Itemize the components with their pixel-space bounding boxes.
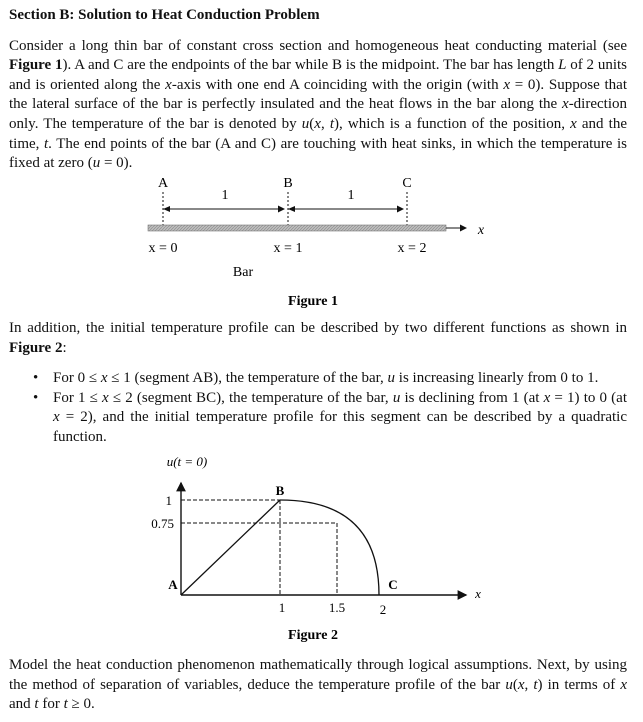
fig1-segment-bc-length: 1	[347, 188, 355, 203]
fig1-label-c: C	[402, 176, 412, 191]
fig1-segment-ab-length: 1	[221, 188, 229, 203]
section-heading: Section B: Solution to Heat Conduction Problem	[9, 7, 320, 23]
fig2-ytick-075: 0.75	[151, 516, 174, 531]
bullet-segment-bc: • For 1 ≤ x ≤ 2 (segment BC), the temperature of the bar, u is declining from 1 (at x = 1) to 0 (at x = 2), and the initial temperature profile for this segment can be described by a quadratic function.	[33, 389, 627, 445]
fig2-ytick-1: 1	[165, 493, 172, 508]
fig1-axis-x-label: x	[477, 223, 485, 238]
intro-paragraph: Consider a long thin bar of constant cross section and homogeneous heat conducting material (see Figure 1). A and C are the endpoints of the bar while B is the midpoint. The bar has length L of 2 units and is oriented along the x-axis with one end A coinciding with the origin (with x = 0). Suppose that the lateral surface of the bar is perfectly insulated and the heat flows in the bar along the x-direction only. The temperature of the bar is denoted by u(x, t), which is a function of the position, x and the time, t. The end points of the bar (A and C) are touching with heat sinks, in which the temperature is fixed at zero (u = 0).	[9, 37, 628, 172]
figure1-reference: Figure 1	[9, 57, 63, 74]
fig1-bar	[148, 225, 446, 231]
profile-bullets	[9, 369, 627, 447]
task-paragraph: Model the heat conduction phenomenon mathematically through logical assumptions. Next, by using the method of separation of variables, deduce the temperature profile of the bar u(x, t) in terms of x and t for t ≥ 0.	[9, 657, 628, 713]
bullet-segment-ab: • For 0 ≤ x ≤ 1 (segment AB), the temperature of the bar, u is increasing linearly from 0 to 1.	[33, 370, 599, 387]
figure1-diagram	[0, 170, 643, 310]
fig1-label-b: B	[283, 176, 293, 191]
document-body	[9, 6, 627, 174]
profile-intro-paragraph: In addition, the initial temperature profile can be described by two different functions as shown in Figure 2:	[9, 320, 627, 356]
profile-section	[9, 319, 627, 448]
fig1-label-x0: x = 0	[148, 241, 178, 256]
figure2-plot	[0, 448, 643, 648]
fig1-label-a: A	[157, 176, 169, 191]
fig1-label-x1: x = 1	[273, 241, 303, 256]
task-section	[9, 656, 627, 715]
fig2-label-b: B	[275, 483, 285, 498]
figure2-caption: Figure 2	[288, 628, 338, 643]
fig2-xtick-1: 1	[278, 600, 286, 615]
fig1-label-x2: x = 2	[397, 241, 427, 256]
fig2-y-label: u(t = 0)	[166, 454, 208, 469]
fig2-label-a: A	[168, 577, 178, 592]
fig1-bar-label: Bar	[232, 265, 254, 280]
fig2-segment-ab-line	[181, 500, 280, 595]
fig2-segment-bc-curve	[280, 500, 379, 595]
fig2-xtick-2: 2	[379, 602, 387, 617]
fig2-axis-x-label: x	[475, 586, 481, 601]
figure2-reference: Figure 2	[9, 339, 63, 356]
fig2-label-c: C	[388, 577, 398, 592]
fig2-xtick-15: 1.5	[328, 600, 346, 615]
figure1-caption: Figure 1	[288, 294, 338, 309]
